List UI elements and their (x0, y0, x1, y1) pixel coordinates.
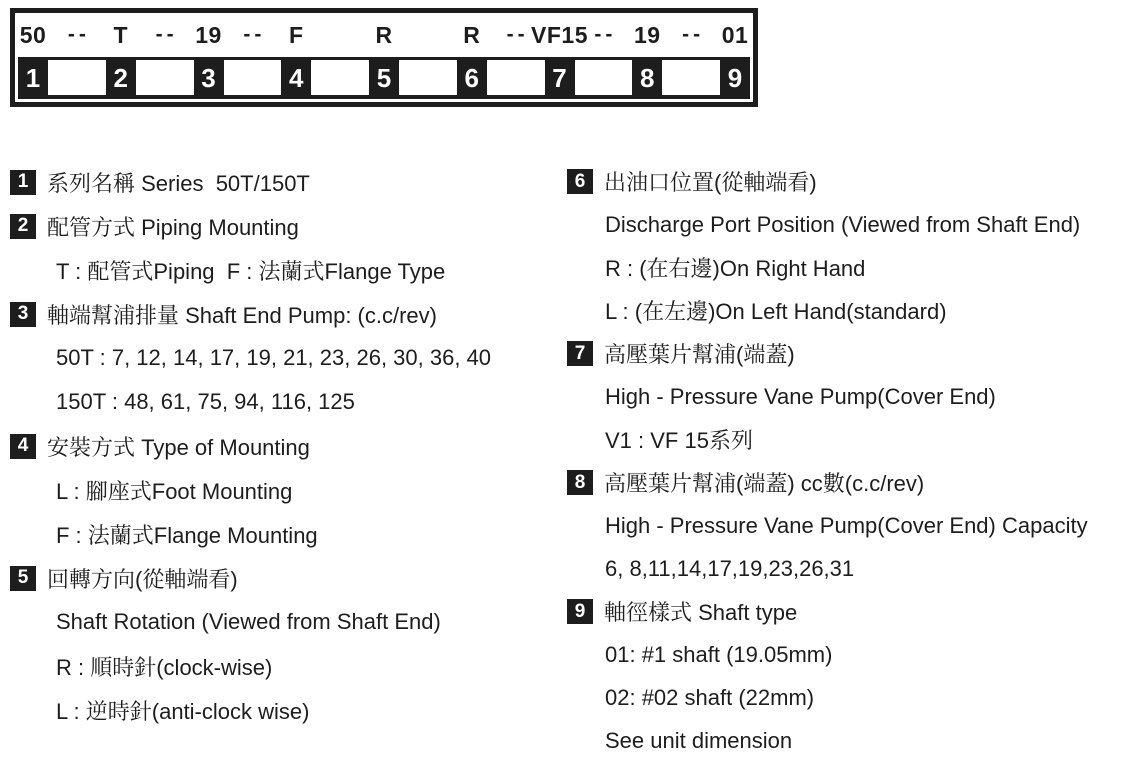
item-title: 高壓葉片幫浦(端蓋) cc數(c.c/rev) (604, 471, 925, 496)
code-index-gap (48, 60, 106, 95)
item-detail-line: Discharge Port Position (Viewed from Shaft End) (605, 211, 1081, 237)
item-number-badge: 9 (567, 599, 593, 624)
item-number-badge: 3 (10, 302, 36, 327)
legend-item-title-line (567, 590, 1148, 633)
code-value-9: 01 (721, 21, 749, 48)
item-number-badge: 2 (10, 214, 36, 239)
code-index-7: 7 (545, 57, 575, 99)
code-index-gap (399, 60, 457, 95)
item-detail-line: 01: #1 shaft (19.05mm) (605, 641, 833, 667)
legend-item-4 (10, 424, 567, 556)
legend-item-7 (567, 332, 1148, 461)
legend-item-title-line (10, 160, 567, 204)
code-index-row (18, 57, 750, 99)
code-index-9: 9 (720, 57, 750, 99)
item-detail-line: Shaft Rotation (Viewed from Shaft End) (56, 609, 441, 634)
item-detail-line: L : 腳座式Foot Mounting (56, 478, 293, 504)
legend-item-5 (10, 556, 567, 732)
item-detail-line: 02: #02 shaft (22mm) (605, 684, 815, 710)
legend-item-title-line (10, 556, 567, 600)
code-separator-1: -- (67, 23, 90, 46)
code-value-6: R (463, 21, 481, 48)
item-number-badge: 1 (10, 170, 36, 195)
item-detail-line: L : (在左邊)On Left Hand(standard) (605, 299, 947, 324)
item-title: 安裝方式 Type of Mounting (47, 434, 310, 460)
item-detail-line: 150T : 48, 61, 75, 94, 116, 125 (56, 389, 355, 414)
legend-item-title-line (567, 332, 1148, 375)
legend-item-2 (10, 204, 567, 292)
legend-right-column (567, 160, 1148, 762)
item-detail-line: See unit dimension (605, 727, 793, 753)
item-detail-line: R : (在右邊)On Right Hand (605, 256, 866, 281)
item-title: 出油口位置(從軸端看) (604, 170, 817, 195)
model-code-table (10, 8, 758, 107)
item-number-badge: 6 (567, 169, 593, 194)
item-detail-line: V1 : VF 15系列 (605, 428, 753, 453)
item-title: 軸端幫浦排量 Shaft End Pump: (c.c/rev) (47, 302, 437, 328)
code-index-gap (575, 60, 633, 95)
legend-left-column (10, 160, 567, 762)
item-detail-line: R : 順時針(clock-wise) (56, 654, 273, 680)
code-value-3: 19 (195, 21, 222, 48)
code-value-2: T (113, 21, 129, 48)
code-value-row (15, 13, 753, 57)
legend-item-6 (567, 160, 1148, 332)
code-index-5: 5 (369, 57, 399, 99)
code-index-8: 8 (632, 57, 662, 99)
legend (10, 160, 1148, 762)
item-title: 回轉方向(從軸端看) (47, 566, 238, 592)
item-number-badge: 7 (567, 341, 593, 366)
code-index-gap (487, 60, 545, 95)
code-separator-2: -- (155, 23, 178, 46)
code-index-gap (311, 60, 369, 95)
item-title: 配管方式 Piping Mounting (47, 214, 299, 240)
item-detail-line: 50T : 7, 12, 14, 17, 19, 21, 23, 26, 30, 36, 40 (56, 345, 492, 370)
legend-item-3 (10, 292, 567, 424)
item-number-badge: 4 (10, 434, 36, 459)
item-number-badge: 5 (10, 566, 36, 591)
item-detail-line: L : 逆時針(anti-clock wise) (56, 698, 310, 724)
code-index-2: 2 (106, 57, 136, 99)
legend-item-title-line (567, 160, 1148, 203)
code-value-7: VF15 (531, 21, 588, 48)
legend-item-title-line (567, 461, 1148, 504)
code-value-5: R (375, 21, 393, 48)
legend-item-title-line (10, 424, 567, 468)
legend-item-1 (10, 160, 567, 204)
legend-item-title-line (10, 292, 567, 336)
item-detail-line: High - Pressure Vane Pump(Cover End) (605, 383, 996, 409)
item-title: 系列名稱 Series 50T/150T (47, 170, 310, 196)
code-separator-8: -- (682, 23, 705, 46)
code-separator-3: -- (243, 23, 266, 46)
code-separator-6: -- (506, 23, 529, 46)
code-index-3: 3 (194, 57, 224, 99)
code-value-8: 19 (633, 21, 661, 48)
code-index-6: 6 (457, 57, 487, 99)
item-title: 軸徑樣式 Shaft type (604, 600, 798, 625)
legend-item-title-line (10, 204, 567, 248)
code-value-1: 50 (19, 21, 47, 48)
item-number-badge: 8 (567, 470, 593, 495)
code-index-gap (224, 60, 282, 95)
code-index-1: 1 (18, 57, 48, 99)
legend-item-8 (567, 461, 1148, 590)
item-title: 高壓葉片幫浦(端蓋) (604, 342, 795, 367)
code-separator-7: -- (594, 23, 617, 46)
item-detail-line: High - Pressure Vane Pump(Cover End) Capacity (605, 512, 1088, 538)
legend-item-9 (567, 590, 1148, 762)
code-index-4: 4 (281, 57, 311, 99)
code-index-gap (662, 60, 720, 95)
item-detail-line: T : 配管式Piping F : 法蘭式Flange Type (56, 258, 446, 284)
code-value-4: F (288, 21, 304, 48)
code-index-gap (136, 60, 194, 95)
item-detail-line: F : 法蘭式Flange Mounting (56, 522, 318, 548)
item-detail-line: 6, 8,11,14,17,19,23,26,31 (605, 555, 855, 581)
